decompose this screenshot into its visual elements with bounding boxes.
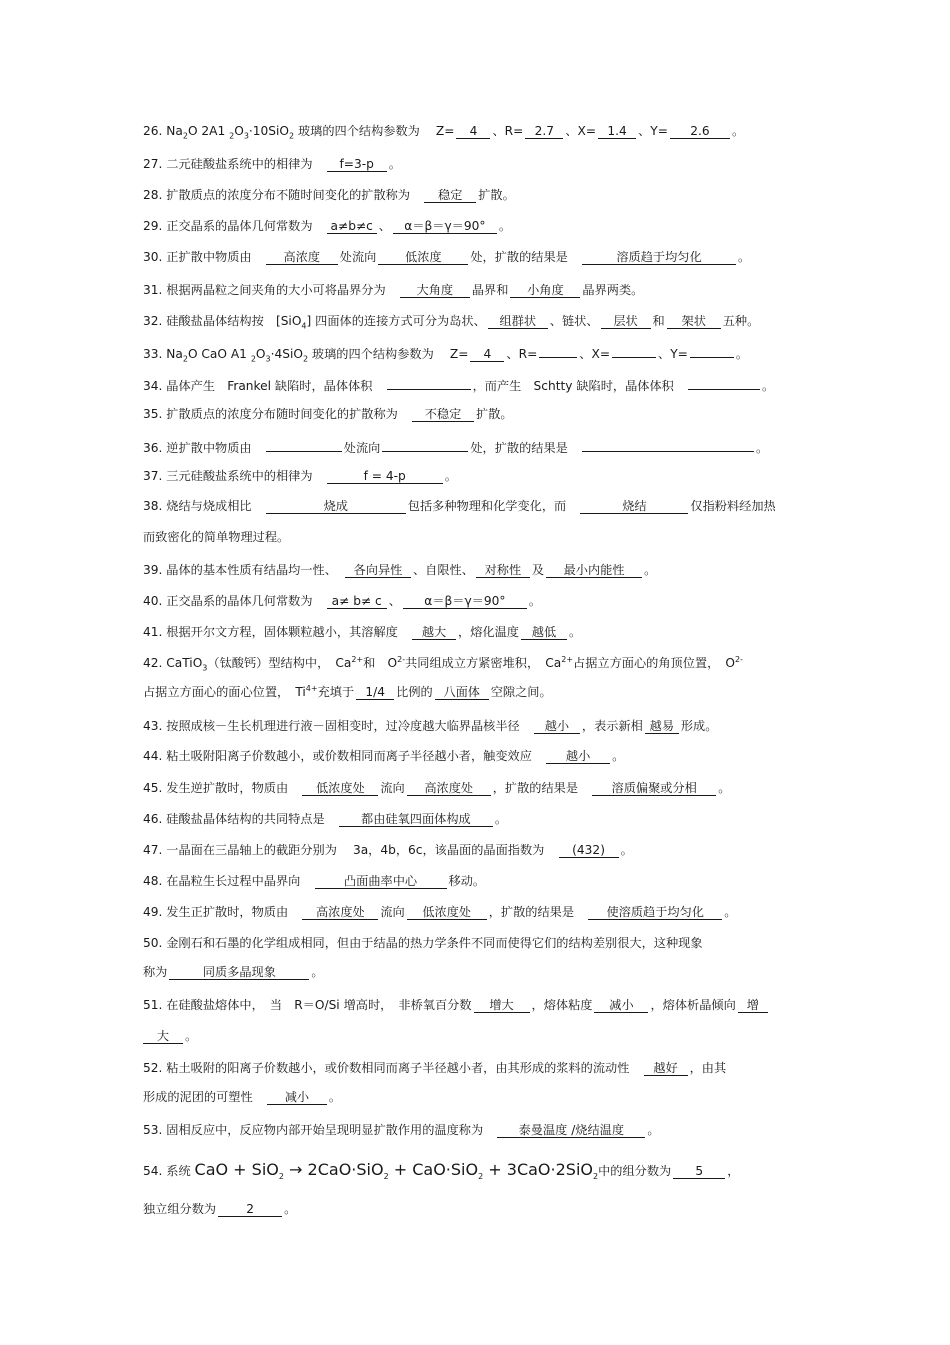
answer-blank: α＝β＝γ＝90° — [403, 594, 527, 609]
answer-blank: 大角度 — [400, 283, 470, 298]
answer-blank: 减小 — [267, 1090, 327, 1105]
answer-blank: 越低 — [521, 625, 567, 640]
question-38: 38. 烧结与烧成相比 烧成 包括多种物理和化学变化，而 烧结 仅指粉料经加热 — [143, 499, 776, 513]
question-41: 41. 根据开尔文方程，固体颗粒越小，其溶解度 越大 ，熔化温度 越低 。 — [143, 625, 582, 639]
answer-blank: 越易 — [645, 719, 679, 734]
answer-blank: 高浓度处 — [407, 781, 491, 796]
answer-blank: 越小 — [546, 749, 610, 764]
answer-blank: 越小 — [534, 719, 580, 734]
answer-blank: 2.6 — [670, 124, 730, 139]
question-44: 44. 粘土吸附阳离子价数越小，或价数相同而离子半径越小者，触变效应 越小 。 — [143, 749, 625, 763]
question-36: 36. 逆扩散中物质由 处流向 处，扩散的结果是 。 — [143, 437, 813, 456]
answer-blank: 大 — [143, 1029, 183, 1044]
answer-blank: 2.7 — [525, 124, 563, 139]
answer-blank — [266, 437, 342, 452]
answer-blank: f=3-p — [327, 157, 387, 172]
answer-blank: 不稳定 — [412, 407, 474, 422]
answer-blank: 越好 — [644, 1061, 688, 1076]
answer-blank: 都由硅氧四面体构成 — [339, 812, 493, 827]
answer-blank — [690, 343, 734, 358]
answer-blank: 增大 — [474, 998, 530, 1013]
answer-blank: 对称性 — [476, 563, 530, 578]
answer-blank: (432) — [559, 843, 619, 858]
answer-blank: 2 — [218, 1202, 282, 1217]
answer-blank: 使溶质趋于均匀化 — [588, 905, 722, 920]
question-47: 47. 一晶面在三晶轴上的截距分别为 3a，4b，6c，该晶面的晶面指数为 (432) 。 — [143, 843, 633, 857]
question-52: 52. 粘土吸附的阳离子价数越小，或价数相同而离子半径越小者，由其形成的浆料的流动性 越好 ，由其 — [143, 1061, 727, 1075]
question-34: 34. 晶体产生 Frankel 缺陷时，晶体体积 ，而产生 Schtty 缺陷时，晶体体积 。 — [143, 375, 813, 394]
answer-blank: 溶质趋于均匀化 — [582, 250, 736, 265]
answer-blank: 架状 — [667, 314, 721, 329]
answer-blank: 小角度 — [510, 283, 580, 298]
answer-blank: 4 — [456, 124, 490, 139]
answer-blank: 溶质偏聚或分相 — [592, 781, 716, 796]
answer-blank: 增 — [738, 998, 768, 1013]
question-33: 33. $Na_2O$ CaO A1 $_2O_3\cdot 4SiO_2$ 玻璃的四个结构参数为 Z= 4 、R= 、X= 、Y= 。 — [143, 343, 813, 362]
question-51: 51. 在硅酸盐熔体中， 当 R＝O/Si 增高时， 非桥氧百分数 增大 ，熔体粘度 减小 ，熔体析晶倾向 增 — [143, 997, 813, 1013]
answer-blank: 最小内能性 — [546, 563, 642, 578]
question-45: 45. 发生逆扩散时，物质由 低浓度处 流向 高浓度处 ，扩散的结果是 溶质偏聚或分相 。 — [143, 781, 731, 795]
answer-blank: 低浓度处 — [302, 781, 378, 796]
answer-blank: α＝β＝γ＝90° — [393, 219, 497, 234]
answer-blank: 烧结 — [580, 499, 688, 514]
answer-blank: 减小 — [594, 998, 648, 1013]
answer-blank: 泰曼温度 /烧结温度 — [497, 1123, 645, 1138]
answer-blank: 组群状 — [488, 314, 548, 329]
question-37: 37. 三元硅酸盐系统中的相律为 f = 4-p 。 — [143, 469, 457, 483]
question-27: 27. 二元硅酸盐系统中的相律为 f=3-p 。 — [143, 157, 401, 171]
question-42-line2: 占据立方面心的面心位置， $Ti^{4+}$充填于 1/4 比例的 八面体 空隙之间。 — [143, 683, 552, 699]
question-29: 29. 正交晶系的晶体几何常数为 a≠b≠c 、 α＝β＝γ＝90° 。 — [143, 219, 512, 233]
question-30: 30. 正扩散中物质由 高浓度 处流向 低浓度 处，扩散的结果是 溶质趋于均匀化 。 — [143, 250, 751, 264]
question-50: 50. 金刚石和石墨的化学组成相同，但由于结晶的热力学条件不同而使得它们的结构差别很大，这种现象 — [143, 936, 703, 950]
answer-blank: 低浓度处 — [407, 905, 487, 920]
answer-blank: 1/4 — [356, 685, 394, 700]
question-40: 40. 正交晶系的晶体几何常数为 a≠ b≠ c 、 α＝β＝γ＝90° 。 — [143, 594, 542, 608]
answer-blank — [382, 437, 468, 452]
question-38-line2: 而致密化的简单物理过程。 — [143, 530, 290, 544]
question-28: 28. 扩散质点的浓度分布不随时间变化的扩散称为 稳定 扩散。 — [143, 188, 515, 202]
answer-blank — [387, 375, 471, 390]
reaction-equation: CaO + SiO$_2$ → 2CaO·SiO$_2$ + CaO·SiO$_2$ + 3CaO·2SiO$_2$ — [194, 1160, 599, 1182]
question-32: 32. 硅酸盐晶体结构按 [SiO$_4$] 四面体的连接方式可分为岛状、 组群状 、链状、 层状 和 架状 五种。 — [143, 314, 760, 331]
answer-blank: 八面体 — [435, 685, 489, 700]
question-54-line2: 独立组分数为 2 。 — [143, 1202, 297, 1216]
answer-blank: 层状 — [601, 314, 651, 329]
question-51-line2: 大 。 — [143, 1028, 813, 1044]
question-49: 49. 发生正扩散时，物质由 高浓度处 流向 低浓度处 ，扩散的结果是 使溶质趋于均匀化 。 — [143, 905, 737, 919]
answer-blank: 各向异性 — [345, 563, 411, 578]
answer-blank: 1.4 — [598, 124, 636, 139]
question-52-line2: 形成的泥团的可塑性 减小 。 — [143, 1090, 342, 1104]
answer-blank — [539, 343, 577, 358]
question-46: 46. 硅酸盐晶体结构的共同特点是 都由硅氧四面体构成 。 — [143, 812, 508, 826]
answer-blank: 高浓度 — [266, 250, 338, 265]
answer-blank — [612, 343, 656, 358]
answer-blank: 5 — [673, 1164, 725, 1179]
answer-blank — [688, 375, 760, 390]
answer-blank: 稳定 — [424, 188, 476, 203]
answer-blank: 4 — [470, 347, 504, 362]
question-48: 48. 在晶粒生长过程中晶界向 凸面曲率中心 移动。 — [143, 874, 486, 888]
question-26: 26. $Na_2O$ 2A1 $_2O_3\cdot 10SiO_2$ 玻璃的四个结构参数为 Z= 4 、R= 2.7 、X= 1.4 、Y= 2.6 。 — [143, 124, 745, 141]
answer-blank — [582, 437, 754, 452]
answer-blank: a≠b≠c — [327, 219, 377, 234]
answer-blank: 凸面曲率中心 — [315, 874, 447, 889]
question-53: 53. 固相反应中，反应物内部开始呈现明显扩散作用的温度称为 泰曼温度 /烧结温度 。 — [143, 1123, 660, 1137]
answer-blank: f = 4-p — [327, 469, 443, 484]
question-43: 43. 按照成核－生长机理进行液－固相变时，过冷度越大临界晶核半径 越小 ，表示新相 越易 形成。 — [143, 719, 718, 733]
answer-blank: 低浓度 — [378, 250, 468, 265]
answer-blank: 烧成 — [266, 499, 406, 514]
question-50-line2: 称为 同质多晶现象 。 — [143, 965, 324, 979]
question-35: 35. 扩散质点的浓度分布随时间变化的扩散称为 不稳定 扩散。 — [143, 407, 513, 421]
answer-blank: a≠ b≠ c — [327, 594, 387, 609]
answer-blank: 高浓度处 — [302, 905, 378, 920]
answer-blank: 同质多晶现象 — [169, 965, 309, 980]
answer-blank: 越大 — [412, 625, 456, 640]
question-31: 31. 根据两晶粒之间夹角的大小可将晶界分为 大角度 晶界和 小角度 晶界两类。 — [143, 283, 644, 297]
question-39: 39. 晶体的基本性质有结晶均一性、 各向异性 、自限性、 对称性 及 最小内能性 。 — [143, 563, 657, 577]
question-54: 54. 系统 CaO + SiO$_2$ → 2CaO·SiO$_2$ + CaO·SiO$_2$ + 3CaO·2SiO$_2$中的组分数为 5 ， — [143, 1160, 740, 1182]
question-42: 42. CaTiO$_3$（钛酸钙）型结构中， $Ca^{2+}$和 $O^{2-}$共同组成立方紧密堆积， $Ca^{2+}$占据立方面心的角顶位置， $O^{2-}$ — [143, 654, 743, 673]
